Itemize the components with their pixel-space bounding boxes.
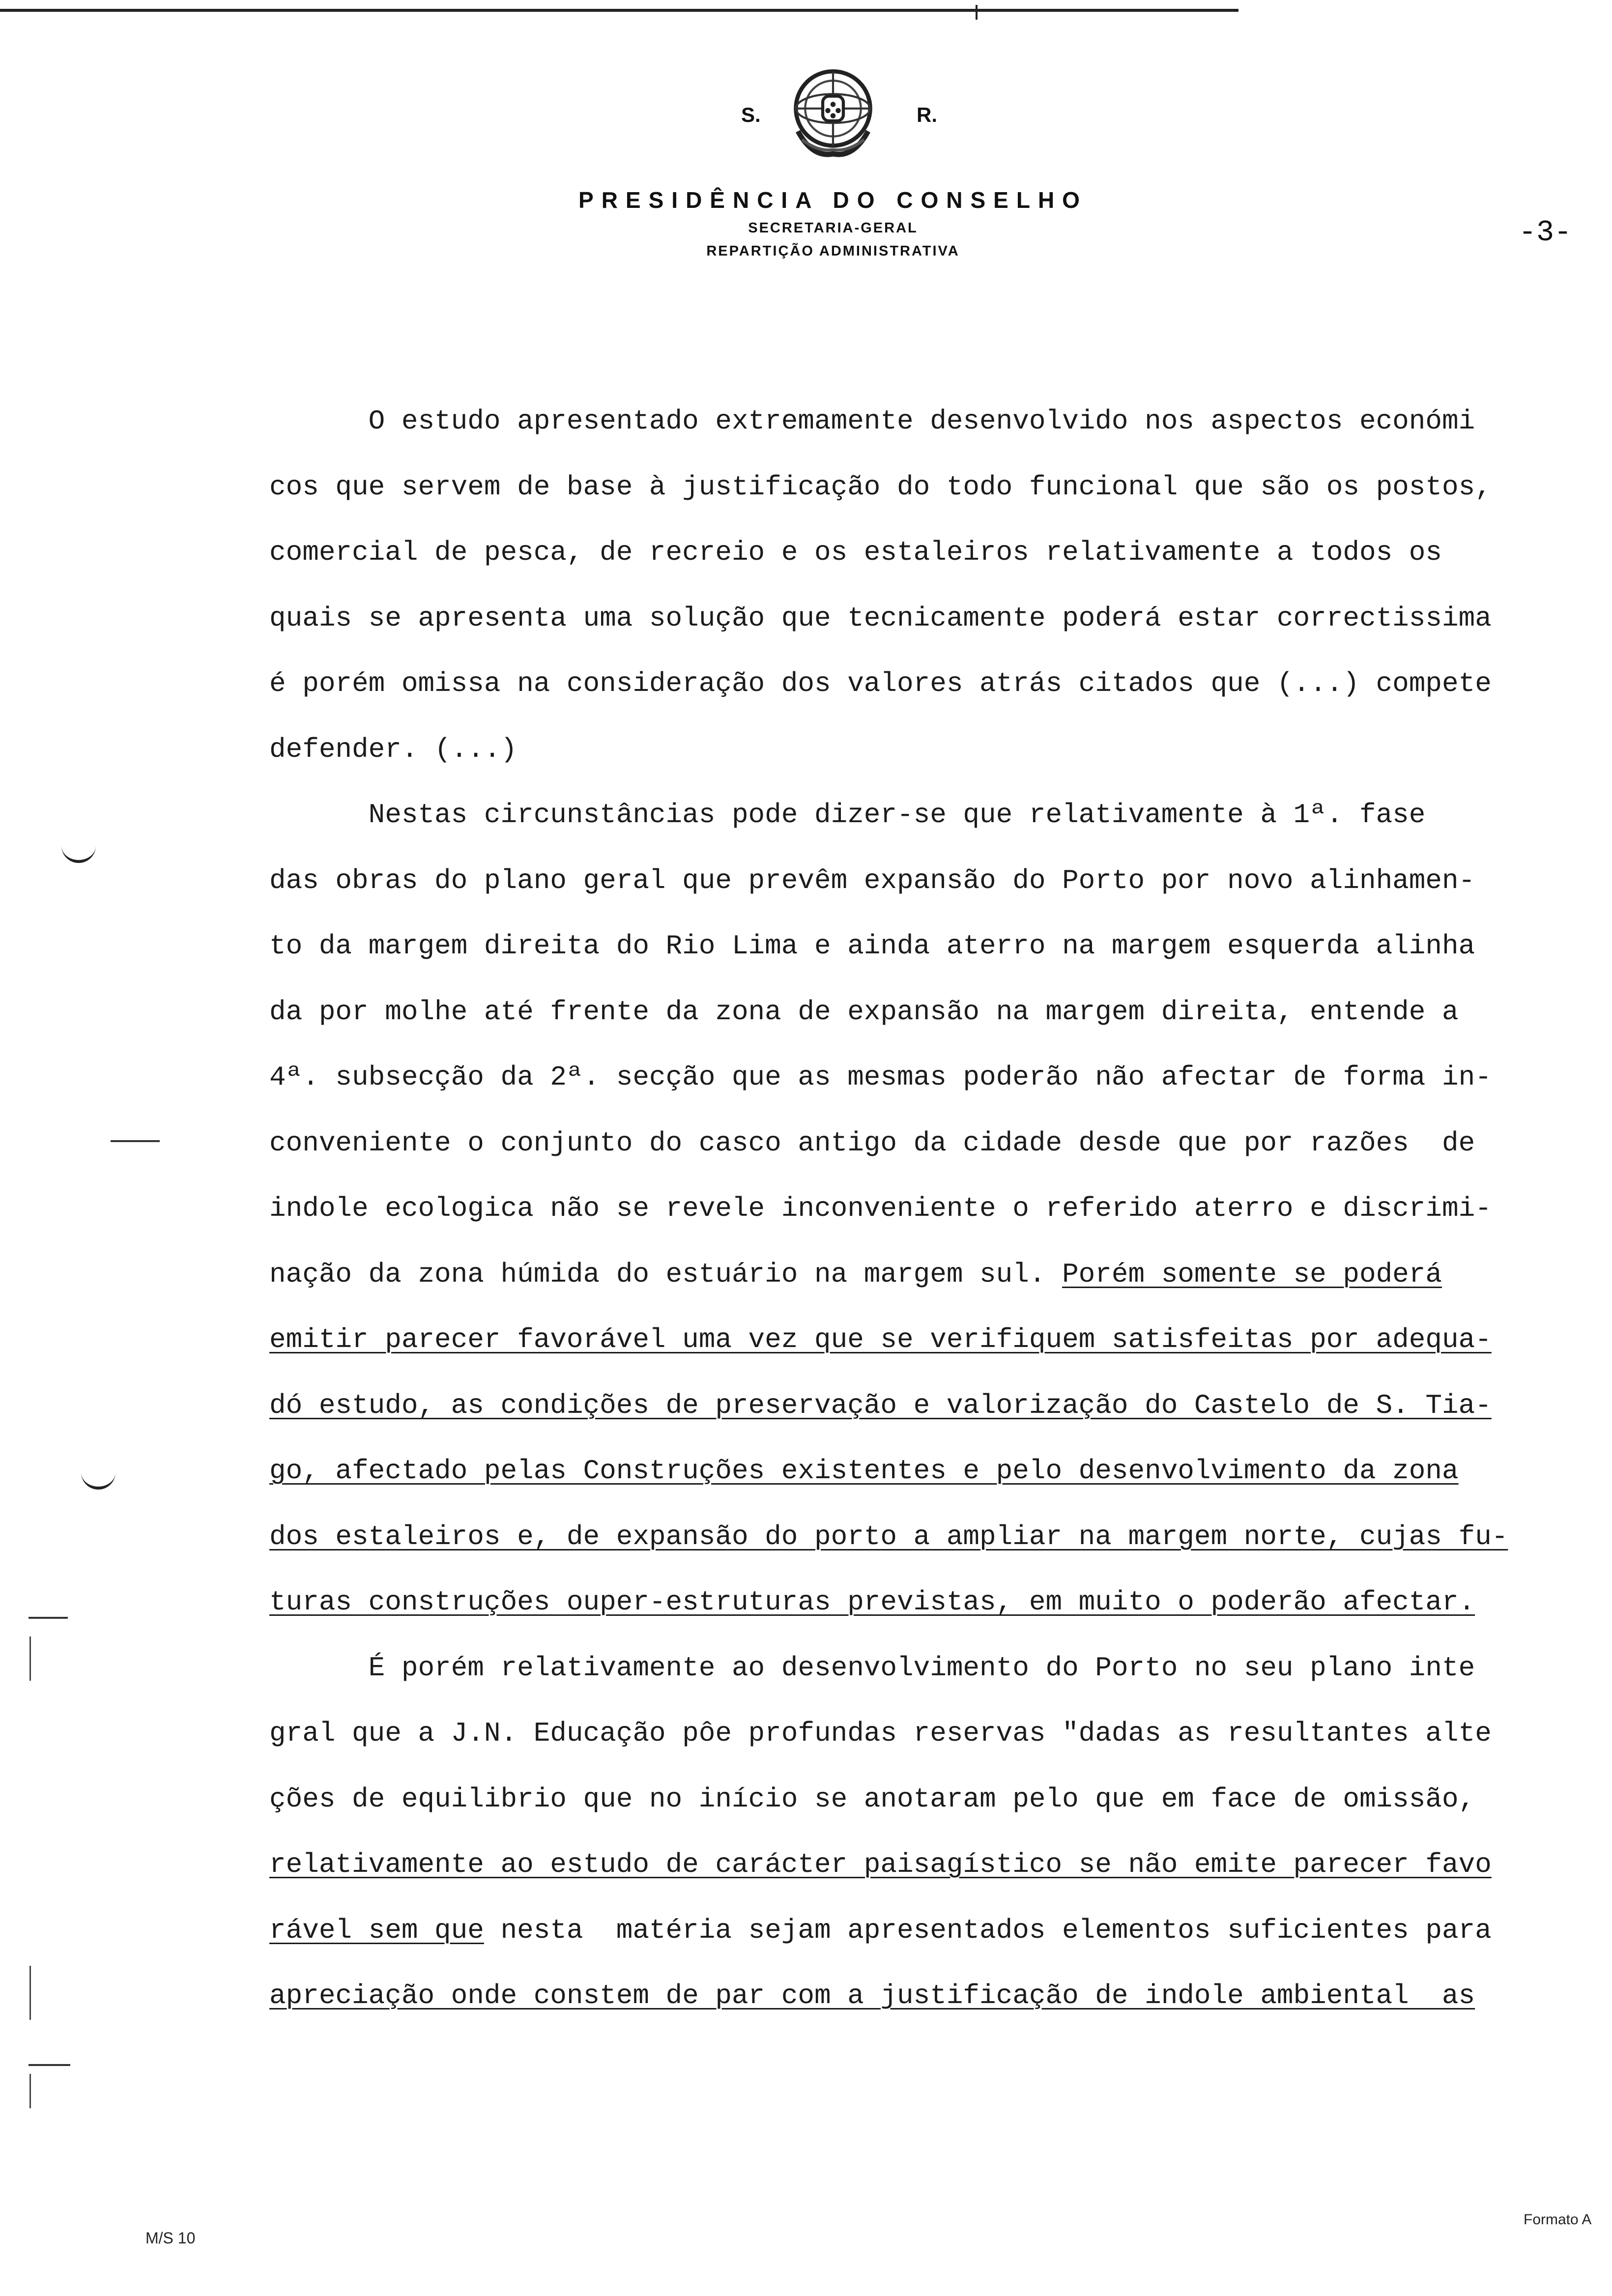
text-line — [269, 668, 1492, 699]
text-segment: nação da zona húmida do estuário na margem sul. — [269, 1258, 1063, 1290]
underlined-text: rável sem que — [269, 1914, 484, 1946]
text-line — [269, 537, 1442, 568]
text-segment: to da margem direita do Rio Lima e ainda aterro na margem esquerda alinha — [269, 930, 1475, 962]
text-line — [269, 1127, 1475, 1159]
margin-tick — [29, 2074, 31, 2108]
text-line — [269, 1324, 1492, 1355]
text-line — [269, 1193, 1492, 1224]
office-name: PRESIDÊNCIA DO CONSELHO — [578, 187, 1088, 213]
text-line — [269, 930, 1475, 962]
underlined-text: go, afectado pelas Construções existentes e pelo desenvolvimento da zona — [269, 1455, 1459, 1487]
underlined-text: apreciação onde constem de par com a justificação de indole ambiental as — [269, 1980, 1475, 2011]
seal-label-left: S. — [741, 103, 761, 126]
text-line — [269, 1586, 1475, 1618]
text-segment: É porém relativamente ao desenvolvimento do Porto no seu plano inte — [269, 1652, 1475, 1684]
underlined-text: turas construções ouper-estruturas previstas, em muito o poderão afectar. — [269, 1586, 1475, 1618]
text-segment: das obras do plano geral que prevêm expansão do Porto por novo alinhamen- — [269, 864, 1475, 896]
top-border-rule — [0, 9, 1238, 12]
text-line — [269, 405, 1475, 437]
text-segment: ções de equilibrio que no início se anotaram pelo que em face de omissão, — [269, 1783, 1475, 1815]
text-line — [269, 1718, 1492, 1749]
text-line — [269, 471, 1492, 503]
text-line — [269, 1455, 1459, 1487]
margin-tick — [29, 1617, 68, 1619]
text-segment: 4ª. subsecção da 2ª. secção que as mesmas poderão não afectar de forma in- — [269, 1062, 1492, 1093]
text-line — [269, 1062, 1492, 1093]
text-line — [269, 1783, 1475, 1815]
margin-tick — [111, 1140, 160, 1142]
underlined-text: emitir parecer favorável uma vez que se verifiquem satisfeitas por adequa- — [269, 1324, 1492, 1355]
underlined-text: dos estaleiros e, de expansão do porto a ampliar na margem norte, cujas fu- — [269, 1521, 1508, 1552]
coat-of-arms-seal-icon — [781, 59, 885, 162]
text-line — [269, 1652, 1475, 1684]
text-line — [269, 1521, 1508, 1552]
underlined-text: dó estudo, as condições de preservação e valorização do Castelo de S. Tia- — [269, 1389, 1492, 1421]
paper-format: Formato A — [1524, 2211, 1592, 2228]
underlined-text: relativamente ao estudo de carácter paisagístico se não emite parecer favo — [269, 1849, 1492, 1880]
text-segment: quais se apresenta uma solução que tecnicamente poderá estar correctissima — [269, 602, 1492, 634]
text-line — [269, 1259, 1442, 1290]
text-line — [269, 1849, 1492, 1880]
text-line — [269, 799, 1425, 831]
text-line — [269, 1915, 1492, 1946]
text-segment: cos que servem de base à justificação do todo funcional que são os postos, — [269, 471, 1492, 503]
margin-tick — [29, 1636, 31, 1681]
text-line — [269, 734, 517, 765]
margin-hole-mark — [61, 845, 96, 863]
seal-label-right: R. — [917, 103, 937, 126]
text-segment: defender. (...) — [269, 733, 518, 765]
text-segment: indole ecologica não se revele inconveniente o referido aterro e discrimi- — [269, 1193, 1492, 1224]
text-segment: é porém omissa na consideração dos valores atrás citados que (...) compete — [269, 668, 1492, 699]
department-name: REPARTIÇÃO ADMINISTRATIVA — [706, 243, 960, 259]
text-line — [269, 996, 1459, 1028]
text-segment: gral que a J.N. Educação pôe profundas reservas "dadas as resultantes alte — [269, 1718, 1492, 1749]
text-line — [269, 1390, 1492, 1421]
text-segment: O estudo apresentado extremamente desenvolvido nos aspectos económi — [269, 405, 1475, 437]
margin-hole-mark — [81, 1472, 115, 1490]
text-line — [269, 1980, 1475, 2011]
margin-tick — [29, 1966, 31, 2020]
text-segment: Nestas circunstâncias pode dizer-se que relativamente à 1ª. fase — [269, 799, 1426, 831]
text-segment: conveniente o conjunto do casco antigo da cidade desde que por razões de — [269, 1127, 1475, 1159]
top-border-tick — [976, 5, 978, 20]
text-line — [269, 603, 1492, 634]
text-line — [269, 865, 1475, 896]
form-code: M/S 10 — [145, 2229, 196, 2247]
secretariat-name: SECRETARIA-GERAL — [748, 220, 918, 236]
text-segment: nesta matéria sejam apresentados elementos suficientes para — [484, 1914, 1492, 1946]
text-segment: comercial de pesca, de recreio e os estaleiros relativamente a todos os — [269, 537, 1442, 568]
text-segment: da por molhe até frente da zona de expansão na margem direita, entende a — [269, 996, 1459, 1028]
margin-tick — [29, 2064, 70, 2066]
page-number: -3- — [1519, 216, 1572, 250]
letterhead — [541, 187, 1125, 266]
underlined-text: Porém somente se poderá — [1062, 1258, 1442, 1290]
